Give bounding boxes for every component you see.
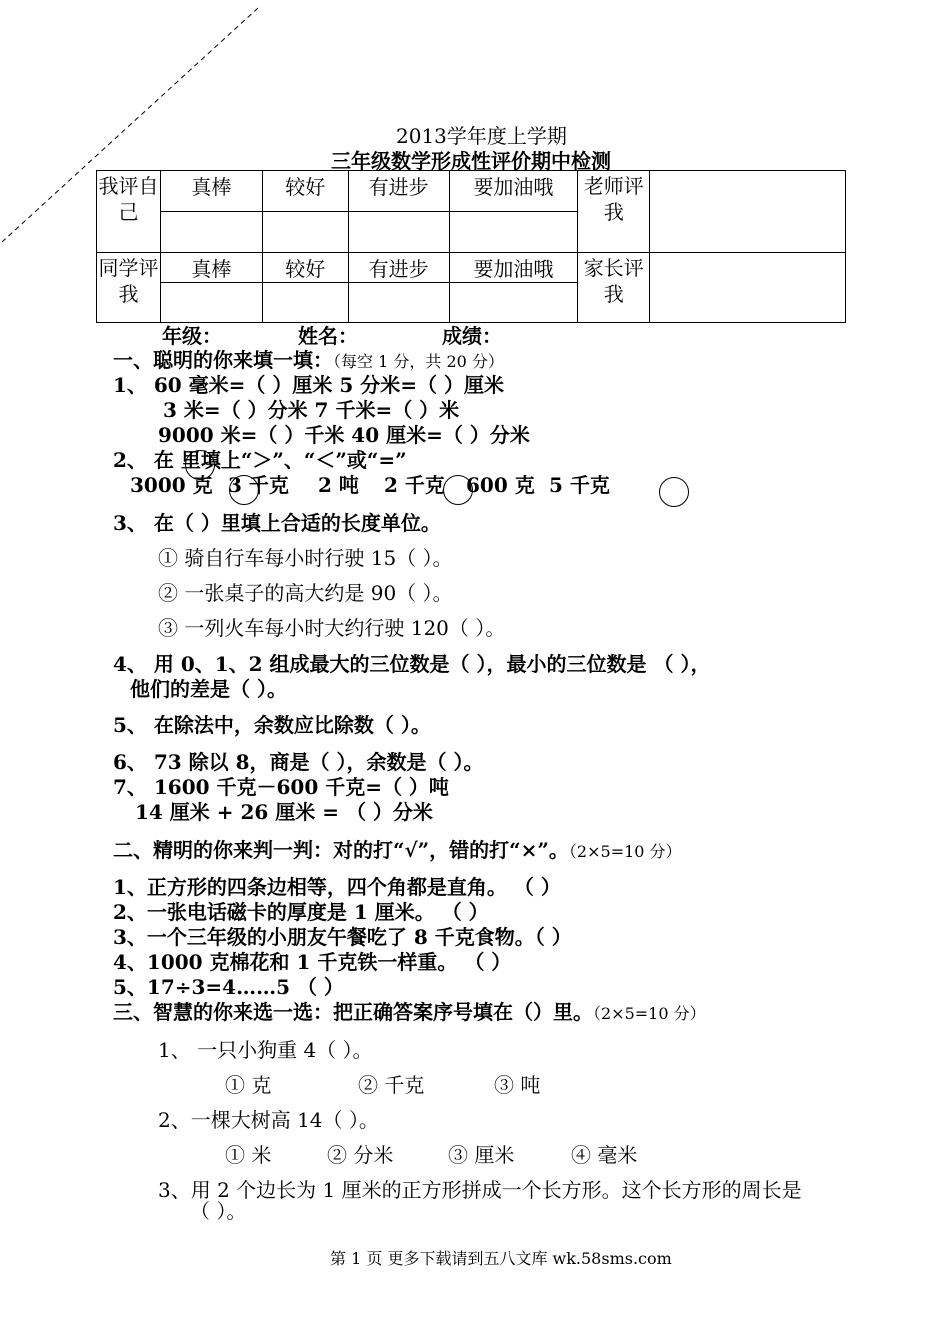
compare-circle-4[interactable] [659, 477, 689, 507]
level-great: 真棒 [160, 253, 262, 283]
choice-q2-opt-3: ③ 厘米 [448, 1143, 515, 1167]
peer-box-try-harder[interactable] [449, 283, 578, 323]
judge-item-2: 2、一张电话磁卡的厚度是 1 厘米。 （ ） [113, 900, 489, 924]
choice-q2-opt-4: ④ 毫米 [571, 1143, 638, 1167]
q2-item-3: 2 吨 [318, 473, 359, 497]
choice-q1-opt-3: ③ 吨 [494, 1073, 541, 1097]
choice-q3-line2: （ ）。 [190, 1199, 247, 1223]
q3-item-b: ② 一张桌子的高大约是 90（ ）。 [158, 581, 453, 605]
section3-title [113, 996, 706, 1025]
q3-item-a: ① 骑自行车每小时行驶 15（ ）。 [158, 546, 453, 570]
peer-box-great[interactable] [160, 283, 262, 323]
q4-line1: 4、 用 0、1、2 组成最大的三位数是（ ），最小的三位数是 （ ）， [113, 652, 711, 676]
choice-q1-opt-1: ① 克 [225, 1073, 272, 1097]
section2-title [113, 834, 682, 863]
evaluation-table [96, 170, 846, 323]
page-footer: 第 1 页 更多下载请到五八文库 wk.58sms.com [330, 1249, 672, 1268]
grade-label: 年级： [162, 324, 222, 348]
q3-item-c: ③ 一列火车每小时大约行驶 120（ ）。 [158, 616, 506, 640]
parent-eval-box[interactable] [650, 253, 846, 323]
level-good: 较好 [262, 171, 348, 212]
judge-item-5: 5、17÷3=4……5 （ ） [113, 975, 344, 999]
level-progress: 有进步 [348, 253, 449, 283]
section2-note: （2×5=10 分） [568, 842, 682, 861]
peer-box-good[interactable] [262, 283, 348, 323]
section2-title-text: 二、精明的你来判一判：对的打“√”，错的打“×”。 [113, 838, 569, 862]
compare-circle-2[interactable] [229, 475, 259, 505]
level-try-harder: 要加油哦 [449, 171, 578, 212]
judge-item-3: 3、一个三年级的小朋友午餐吃了 8 千克食物。（ ） [113, 925, 572, 949]
choice-q2-opt-1: ① 米 [225, 1143, 272, 1167]
q1-line2: 3 米=（ ）分米 7 千米=（ ）米 [163, 398, 460, 422]
section3-title-text: 三、智慧的你来选一选：把正确答案序号填在（）里。 [113, 1000, 593, 1024]
teacher-eval-label: 老师评我 [578, 171, 650, 253]
q2-item-6: 5 千克 [549, 473, 610, 497]
choice-q2: 2、一棵大树高 14（ ）。 [158, 1108, 379, 1132]
q5-text: 5、 在除法中，余数应比除数（ ）。 [113, 713, 431, 737]
compare-circle-3[interactable] [443, 475, 473, 505]
peer-box-progress[interactable] [348, 283, 449, 323]
q7-line2: 14 厘米 + 26 厘米 = （ ）分米 [135, 800, 433, 824]
q2-item-1: 3000 克 [130, 473, 213, 497]
self-box-great[interactable] [160, 212, 262, 253]
q3-text: 3、 在（ ）里填上合适的长度单位。 [113, 511, 441, 535]
q2-text: 2、 在 里填上“＞”、“＜”或“=” [113, 448, 407, 472]
choice-q1: 1、 一只小狗重 4（ ）。 [158, 1038, 373, 1062]
self-box-good[interactable] [262, 212, 348, 253]
q2-item-5: 600 克 [466, 473, 535, 497]
compare-circle-1[interactable] [185, 450, 215, 480]
section1-note: （每空 1 分，共 20 分） [333, 352, 504, 371]
level-progress: 有进步 [348, 171, 449, 212]
level-great: 真棒 [160, 171, 262, 212]
q6-text: 6、 73 除以 8，商是（ ），余数是（ ）。 [113, 750, 484, 774]
level-good: 较好 [262, 253, 348, 283]
self-eval-label: 我评自己 [97, 171, 161, 253]
section3-note: （2×5=10 分） [593, 1004, 706, 1023]
judge-item-4: 4、1000 克棉花和 1 千克铁一样重。 （ ） [113, 950, 512, 974]
section1-title-text: 一、聪明的你来填一填： [113, 348, 333, 372]
level-try-harder: 要加油哦 [449, 253, 578, 283]
peer-eval-label: 同学评我 [97, 253, 161, 323]
q1-line1: 1、 60 毫米=（ ）厘米 5 分米=（ ）厘米 [113, 373, 504, 397]
q2-item-2: 3 千克 [228, 473, 289, 497]
page-title: 三年级数学形成性评价期中检测 [331, 149, 611, 173]
q7-line1: 7、 1600 千克－600 千克=（ ）吨 [113, 775, 449, 799]
q2-item-4: 2 千克 [384, 473, 445, 497]
judge-item-1: 1、正方形的四条边相等，四个角都是直角。 （ ） [113, 875, 561, 899]
choice-q3-line1: 3、用 2 个边长为 1 厘米的正方形拼成一个长方形。这个长方形的周长是 [158, 1178, 802, 1202]
q4-line2: 他们的差是（ ）。 [130, 677, 287, 701]
choice-q2-opt-2: ② 分米 [327, 1143, 394, 1167]
choice-q1-opt-2: ② 千克 [358, 1073, 425, 1097]
score-label: 成绩： [442, 324, 502, 348]
header-year: 2013学年度上学期 [396, 124, 567, 148]
q1-line3: 9000 米=（ ）千米 40 厘米=（ ）分米 [158, 423, 530, 447]
name-label: 姓名： [298, 324, 358, 348]
parent-eval-label: 家长评我 [578, 253, 650, 323]
teacher-eval-box[interactable] [650, 171, 846, 253]
self-box-progress[interactable] [348, 212, 449, 253]
self-box-try-harder[interactable] [449, 212, 578, 253]
